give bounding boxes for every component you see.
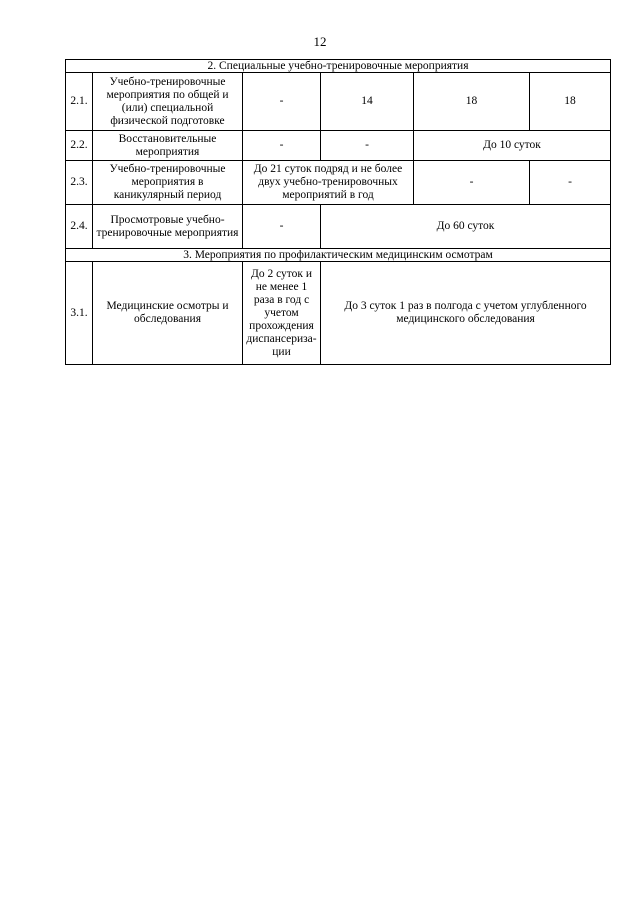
row-number: 3.1. bbox=[66, 262, 93, 365]
cell-value: - bbox=[243, 131, 321, 161]
row-number: 2.4. bbox=[66, 205, 93, 249]
cell-value: 18 bbox=[414, 73, 530, 131]
section-header-row bbox=[66, 249, 611, 262]
cell-value: До 10 суток bbox=[414, 131, 611, 161]
event-name: Медицинские осмотры и обследования bbox=[93, 262, 243, 365]
row-number: 2.3. bbox=[66, 161, 93, 205]
event-name: Восстановительные мероприятия bbox=[93, 131, 243, 161]
cell-value: До 21 суток подряд и не более двух учебно-тренировочных мероприятий в год bbox=[243, 161, 414, 205]
events-table bbox=[65, 59, 611, 365]
cell-value: 14 bbox=[321, 73, 414, 131]
cell-value: - bbox=[243, 205, 321, 249]
section-header-row bbox=[66, 60, 611, 73]
table-row bbox=[66, 262, 611, 365]
event-name: Учебно-тренировочные мероприятия по общей и (или) специальной физической подготовке bbox=[93, 73, 243, 131]
cell-value: 18 bbox=[530, 73, 611, 131]
cell-value: До 3 суток 1 раз в полгода с учетом углубленного медицинского обследования bbox=[321, 262, 611, 365]
cell-value: - bbox=[414, 161, 530, 205]
section-3-title: 3. Мероприятия по профилактическим медицинским осмотрам bbox=[66, 249, 611, 262]
event-name: Просмотровые учебно-тренировочные мероприятия bbox=[93, 205, 243, 249]
event-name: Учебно-тренировочные мероприятия в каникулярный период bbox=[93, 161, 243, 205]
table-row bbox=[66, 205, 611, 249]
cell-value: - bbox=[530, 161, 611, 205]
table-row bbox=[66, 131, 611, 161]
cell-value: - bbox=[243, 73, 321, 131]
cell-value: До 60 суток bbox=[321, 205, 611, 249]
row-number: 2.2. bbox=[66, 131, 93, 161]
cell-value: - bbox=[321, 131, 414, 161]
cell-value: До 2 суток и не менее 1 раза в год с учетом прохождения диспансериза-ции bbox=[243, 262, 321, 365]
table-row bbox=[66, 161, 611, 205]
page-number: 12 bbox=[313, 34, 327, 49]
row-number: 2.1. bbox=[66, 73, 93, 131]
section-2-title: 2. Специальные учебно-тренировочные мероприятия bbox=[66, 60, 611, 73]
table-row bbox=[66, 73, 611, 131]
